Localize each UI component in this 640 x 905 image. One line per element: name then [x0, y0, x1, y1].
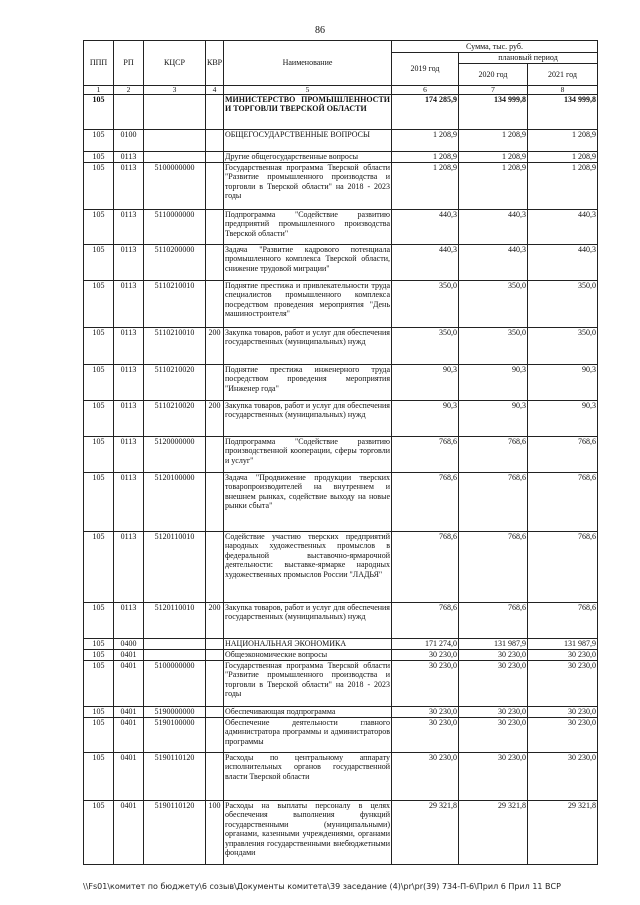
cell-rp: 0113 [114, 328, 144, 365]
cell-name: Содействие участию тверских предприятий народных художественных промыслов в федеральной выставочно-ярмарочной деятельности: выставке-ярмарке народных художественных промыслов России "ЛАДЬЯ" [224, 532, 392, 603]
cell-kvr [206, 437, 224, 473]
cell-kvr [206, 365, 224, 401]
table-row [84, 437, 598, 473]
cell-kcsr: 5110210010 [144, 281, 206, 328]
column-number-row [84, 86, 598, 95]
cell-v2019: 768,6 [392, 532, 459, 603]
cell-rp: 0100 [114, 130, 144, 152]
cell-v2020: 30 230,0 [459, 718, 528, 753]
cell-v2019: 768,6 [392, 437, 459, 473]
table-row [84, 95, 598, 130]
cell-kcsr: 5110000000 [144, 210, 206, 245]
cell-rp [114, 95, 144, 130]
cell-kvr [206, 473, 224, 532]
cell-kvr: 100 [206, 801, 224, 865]
cell-v2021: 768,6 [528, 603, 598, 639]
table-row [84, 245, 598, 281]
cell-name: Закупка товаров, работ и услуг для обеспечения государственных (муниципальных) нужд [224, 603, 392, 639]
table-row [84, 281, 598, 328]
cell-v2020: 768,6 [459, 437, 528, 473]
cell-name: Задача "Развитие кадрового потенциала промышленного комплекса Тверской области, снижение трудовой миграции" [224, 245, 392, 281]
cell-name: Поднятие престижа и привлекательности труда специалистов промышленного комплекса посредством проведения мероприятия "День машиностроителя" [224, 281, 392, 328]
table-row [84, 801, 598, 865]
cell-v2021: 768,6 [528, 532, 598, 603]
cell-kvr [206, 130, 224, 152]
cell-rp: 0113 [114, 437, 144, 473]
header-2019: 2019 год [392, 53, 459, 86]
cell-name: НАЦИОНАЛЬНАЯ ЭКОНОМИКА [224, 639, 392, 650]
cell-v2021: 768,6 [528, 437, 598, 473]
cell-ppp: 105 [84, 152, 114, 163]
cell-v2019: 90,3 [392, 365, 459, 401]
cell-name: Поднятие престижа инженерного труда посредством проведения мероприятия "Инженер года" [224, 365, 392, 401]
cell-v2019: 171 274,0 [392, 639, 459, 650]
cell-kvr [206, 163, 224, 210]
cell-kcsr: 5110200000 [144, 245, 206, 281]
cell-kvr: 200 [206, 328, 224, 365]
table-row [84, 473, 598, 532]
cell-v2019: 1 208,9 [392, 130, 459, 152]
cell-v2019: 30 230,0 [392, 650, 459, 661]
cell-ppp: 105 [84, 532, 114, 603]
table-row [84, 707, 598, 718]
cell-kcsr [144, 95, 206, 130]
cell-ppp: 105 [84, 401, 114, 437]
column-number: 6 [392, 86, 459, 95]
cell-v2019: 440,3 [392, 210, 459, 245]
cell-kcsr: 5100000000 [144, 163, 206, 210]
cell-ppp: 105 [84, 130, 114, 152]
cell-v2019: 30 230,0 [392, 707, 459, 718]
cell-kvr [206, 152, 224, 163]
cell-ppp: 105 [84, 661, 114, 707]
column-number: 8 [528, 86, 598, 95]
cell-kcsr: 5110210020 [144, 365, 206, 401]
cell-name: МИНИСТЕРСТВО ПРОМЫШЛЕННОСТИ И ТОРГОВЛИ ТВЕРСКОЙ ОБЛАСТИ [224, 95, 392, 130]
cell-v2019: 440,3 [392, 245, 459, 281]
header-2021: 2021 год [528, 64, 598, 86]
cell-rp: 0400 [114, 639, 144, 650]
cell-v2019: 174 285,9 [392, 95, 459, 130]
cell-v2021: 350,0 [528, 281, 598, 328]
cell-name: Государственная программа Тверской области "Развитие промышленного производства и торговли в Тверской области" на 2018 - 2023 годы [224, 661, 392, 707]
cell-kvr [206, 532, 224, 603]
cell-ppp: 105 [84, 718, 114, 753]
cell-v2020: 768,6 [459, 603, 528, 639]
table-row [84, 639, 598, 650]
cell-kcsr [144, 152, 206, 163]
column-number: 5 [224, 86, 392, 95]
cell-v2019: 30 230,0 [392, 718, 459, 753]
cell-kcsr: 5110210010 [144, 328, 206, 365]
cell-v2021: 30 230,0 [528, 650, 598, 661]
cell-v2021: 90,3 [528, 365, 598, 401]
cell-kcsr: 5190110120 [144, 753, 206, 801]
cell-rp: 0113 [114, 603, 144, 639]
cell-v2019: 350,0 [392, 328, 459, 365]
cell-rp: 0113 [114, 532, 144, 603]
table-row [84, 532, 598, 603]
cell-kvr [206, 650, 224, 661]
table-row [84, 401, 598, 437]
cell-v2020: 90,3 [459, 401, 528, 437]
cell-ppp: 105 [84, 95, 114, 130]
cell-kvr [206, 245, 224, 281]
cell-v2019: 768,6 [392, 473, 459, 532]
cell-kvr: 200 [206, 603, 224, 639]
cell-v2020: 1 208,9 [459, 163, 528, 210]
cell-kcsr: 5190000000 [144, 707, 206, 718]
table-row [84, 210, 598, 245]
cell-v2021: 90,3 [528, 401, 598, 437]
cell-v2021: 30 230,0 [528, 661, 598, 707]
footer-path: \\Fs01\комитет по бюджету\6 созыв\Документы комитета\39 заседание (4)\pr\pr(39) 734-П-6\Прил 6 Прил 11 ВСР [83, 882, 561, 891]
cell-v2020: 768,6 [459, 532, 528, 603]
table-row [84, 328, 598, 365]
header-kvr: КВР [206, 41, 224, 86]
table-row [84, 650, 598, 661]
cell-kcsr: 5120100000 [144, 473, 206, 532]
table-row [84, 753, 598, 801]
cell-rp: 0401 [114, 661, 144, 707]
cell-v2019: 90,3 [392, 401, 459, 437]
cell-ppp: 105 [84, 328, 114, 365]
cell-ppp: 105 [84, 801, 114, 865]
cell-rp: 0113 [114, 281, 144, 328]
cell-ppp: 105 [84, 365, 114, 401]
cell-kcsr: 5120000000 [144, 437, 206, 473]
header-kcsr: КЦСР [144, 41, 206, 86]
cell-kvr [206, 210, 224, 245]
cell-v2020: 440,3 [459, 210, 528, 245]
cell-name: Расходы на выплаты персоналу в целях обеспечения выполнения функций государственными (муниципальными) органами, казенными учреждениями, органами управления государственными внебюджетными фондами [224, 801, 392, 865]
cell-name: Закупка товаров, работ и услуг для обеспечения государственных (муниципальных) нужд [224, 401, 392, 437]
budget-table [83, 40, 598, 865]
cell-v2020: 90,3 [459, 365, 528, 401]
table-row [84, 130, 598, 152]
cell-name: Обеспечение деятельности главного администратора программы и администраторов программы [224, 718, 392, 753]
cell-kcsr: 5100000000 [144, 661, 206, 707]
header-2020: 2020 год [459, 64, 528, 86]
cell-kvr [206, 639, 224, 650]
cell-rp: 0113 [114, 245, 144, 281]
cell-v2021: 768,6 [528, 473, 598, 532]
header-ppp: ППП [84, 41, 114, 86]
cell-rp: 0401 [114, 707, 144, 718]
cell-rp: 0401 [114, 718, 144, 753]
cell-v2021: 30 230,0 [528, 753, 598, 801]
table-row [84, 718, 598, 753]
cell-v2020: 768,6 [459, 473, 528, 532]
cell-rp: 0401 [114, 753, 144, 801]
cell-ppp: 105 [84, 437, 114, 473]
cell-v2020: 134 999,8 [459, 95, 528, 130]
cell-v2021: 350,0 [528, 328, 598, 365]
cell-ppp: 105 [84, 707, 114, 718]
cell-kvr: 200 [206, 401, 224, 437]
cell-name: Государственная программа Тверской области "Развитие промышленного производства и торговли в Тверской области" на 2018 - 2023 годы [224, 163, 392, 210]
cell-v2020: 30 230,0 [459, 753, 528, 801]
cell-v2020: 1 208,9 [459, 130, 528, 152]
header-rp: РП [114, 41, 144, 86]
cell-rp: 0113 [114, 365, 144, 401]
cell-kvr [206, 661, 224, 707]
cell-name: ОБЩЕГОСУДАРСТВЕННЫЕ ВОПРОСЫ [224, 130, 392, 152]
cell-rp: 0401 [114, 801, 144, 865]
cell-v2021: 134 999,8 [528, 95, 598, 130]
cell-ppp: 105 [84, 163, 114, 210]
cell-name: Задача "Продвижение продукции тверских товаропроизводителей на внутреннем и внешнем рынках, содействие выходу на новые рынки сбыта" [224, 473, 392, 532]
cell-v2021: 29 321,8 [528, 801, 598, 865]
cell-kcsr: 5190110120 [144, 801, 206, 865]
page-number: 86 [315, 25, 325, 36]
cell-kcsr [144, 639, 206, 650]
cell-name: Закупка товаров, работ и услуг для обеспечения государственных (муниципальных) нужд [224, 328, 392, 365]
cell-kvr [206, 718, 224, 753]
cell-ppp: 105 [84, 245, 114, 281]
cell-v2019: 30 230,0 [392, 753, 459, 801]
cell-v2019: 29 321,8 [392, 801, 459, 865]
cell-kvr [206, 707, 224, 718]
cell-name: Другие общегосударственные вопросы [224, 152, 392, 163]
cell-ppp: 105 [84, 473, 114, 532]
header-planned: плановый период [459, 53, 598, 64]
cell-ppp: 105 [84, 281, 114, 328]
table-row [84, 603, 598, 639]
cell-v2020: 29 321,8 [459, 801, 528, 865]
header-name: Наименование [224, 41, 392, 86]
column-number: 1 [84, 86, 114, 95]
cell-kvr [206, 281, 224, 328]
cell-v2021: 440,3 [528, 245, 598, 281]
cell-kcsr: 5190100000 [144, 718, 206, 753]
table-row [84, 152, 598, 163]
cell-v2019: 768,6 [392, 603, 459, 639]
cell-v2021: 1 208,9 [528, 152, 598, 163]
column-number: 3 [144, 86, 206, 95]
cell-kcsr [144, 650, 206, 661]
cell-rp: 0113 [114, 473, 144, 532]
cell-kcsr: 5120110010 [144, 603, 206, 639]
column-number: 7 [459, 86, 528, 95]
cell-rp: 0113 [114, 401, 144, 437]
cell-kcsr: 5120110010 [144, 532, 206, 603]
cell-v2020: 350,0 [459, 328, 528, 365]
cell-v2020: 30 230,0 [459, 707, 528, 718]
cell-v2021: 30 230,0 [528, 707, 598, 718]
cell-name: Расходы по центральному аппарату исполнительных органов государственной власти Тверской области [224, 753, 392, 801]
cell-v2019: 350,0 [392, 281, 459, 328]
cell-kvr [206, 753, 224, 801]
cell-v2020: 30 230,0 [459, 650, 528, 661]
cell-name: Подпрограмма "Содействие развитию предприятий промышленного производства Тверской области" [224, 210, 392, 245]
cell-ppp: 105 [84, 753, 114, 801]
column-number: 2 [114, 86, 144, 95]
cell-v2021: 131 987,9 [528, 639, 598, 650]
cell-name: Обеспечивающая подпрограмма [224, 707, 392, 718]
cell-v2021: 30 230,0 [528, 718, 598, 753]
cell-v2019: 1 208,9 [392, 163, 459, 210]
cell-v2020: 131 987,9 [459, 639, 528, 650]
cell-kvr [206, 95, 224, 130]
cell-v2021: 440,3 [528, 210, 598, 245]
cell-rp: 0401 [114, 650, 144, 661]
cell-rp: 0113 [114, 210, 144, 245]
cell-v2021: 1 208,9 [528, 130, 598, 152]
cell-ppp: 105 [84, 210, 114, 245]
cell-ppp: 105 [84, 650, 114, 661]
header-sum: Сумма, тыс. руб. [392, 41, 598, 53]
cell-ppp: 105 [84, 603, 114, 639]
table-row [84, 163, 598, 210]
cell-kcsr: 5110210020 [144, 401, 206, 437]
table-row [84, 661, 598, 707]
cell-ppp: 105 [84, 639, 114, 650]
cell-v2021: 1 208,9 [528, 163, 598, 210]
cell-rp: 0113 [114, 163, 144, 210]
cell-name: Подпрограмма "Содействие развитию производственной кооперации, сферы торговли и услуг" [224, 437, 392, 473]
cell-v2020: 30 230,0 [459, 661, 528, 707]
column-number: 4 [206, 86, 224, 95]
cell-v2020: 350,0 [459, 281, 528, 328]
cell-rp: 0113 [114, 152, 144, 163]
cell-name: Общеэкономические вопросы [224, 650, 392, 661]
cell-v2020: 440,3 [459, 245, 528, 281]
cell-v2019: 30 230,0 [392, 661, 459, 707]
cell-v2020: 1 208,9 [459, 152, 528, 163]
table-row [84, 365, 598, 401]
cell-v2019: 1 208,9 [392, 152, 459, 163]
cell-kcsr [144, 130, 206, 152]
